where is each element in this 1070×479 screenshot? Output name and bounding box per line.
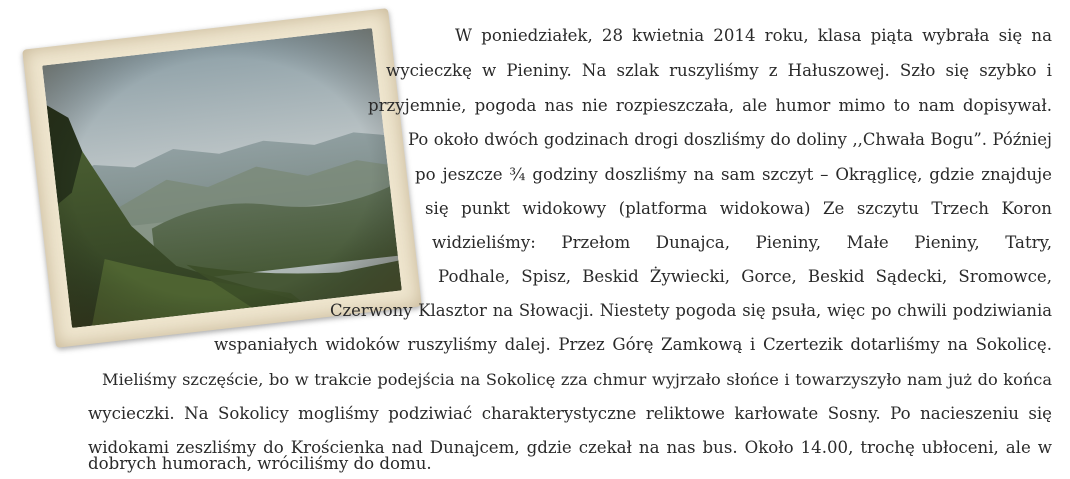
text-line: Mieliśmy szczęście, bo w trakcie podejścia na Sokolicę zza chmur wyjrzało słońce i towarzyszyło nam już do końca bbox=[102, 370, 1052, 389]
text-line: po jeszcze ¾ godziny doszliśmy na sam szczyt – Okrąglicę, gdzie znajduje bbox=[415, 165, 1052, 184]
text-line: Po około dwóch godzinach drogi doszliśmy do doliny ,,Chwała Bogu”. Później bbox=[408, 130, 1052, 149]
text-line: W poniedziałek, 28 kwietnia 2014 roku, klasa piąta wybrała się na bbox=[455, 26, 1052, 45]
text-line: wycieczkę w Pieniny. Na szlak ruszyliśmy z Hałuszowej. Szło się szybko i bbox=[386, 61, 1052, 80]
text-line: widokami zeszliśmy do Krościenka nad Dunajcem, gdzie czekał na nas bus. Około 14.00, trochę ubłoceni, ale w bbox=[88, 438, 1052, 457]
text-line: się punkt widokowy (platforma widokowa) Ze szczytu Trzech Koron bbox=[425, 199, 1052, 218]
text-line: wycieczki. Na Sokolicy mogliśmy podziwiać charakterystyczne reliktowe karłowate Sosny. Po nacieszeniu się bbox=[88, 404, 1052, 423]
text-line: dobrych humorach, wróciliśmy do domu. bbox=[88, 454, 432, 473]
text-line: Czerwony Klasztor na Słowacji. Niestety pogoda się psuła, więc po chwili podziwiania bbox=[330, 301, 1052, 320]
text-line: widzieliśmy: Przełom Dunajca, Pieniny, Małe Pieniny, Tatry, bbox=[432, 233, 1052, 252]
text-line: Podhale, Spisz, Beskid Żywiecki, Gorce, Beskid Sądecki, Sromowce, bbox=[438, 267, 1052, 286]
text-line: przyjemnie, pogoda nas nie rozpieszczała, ale humor mimo to nam dopisywał. bbox=[368, 96, 1052, 115]
text-line: wspaniałych widoków ruszyliśmy dalej. Przez Górę Zamkową i Czertezik dotarliśmy na Sokolicę. bbox=[214, 335, 1052, 354]
